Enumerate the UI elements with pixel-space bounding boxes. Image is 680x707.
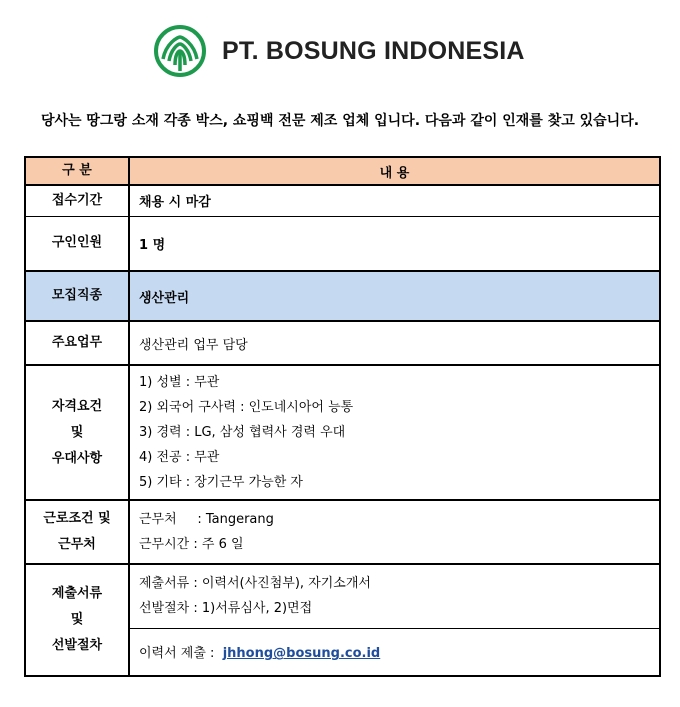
row-value-qualifications (129, 365, 660, 500)
row-label-period: 접수기간 (25, 185, 129, 216)
list-item: 1) 성별 : 무관 (139, 375, 220, 390)
company-name: PT. BOSUNG INDONESIA (222, 37, 525, 65)
intro-text: 당사는 땅그랑 소재 각종 박스, 쇼핑백 전문 제조 업체 입니다. 다음과 같이 인재를 찾고 있습니다. (40, 113, 640, 129)
header-content: 내 용 (129, 157, 660, 185)
table-row (25, 321, 660, 365)
row-label-position: 모집직종 (25, 271, 129, 321)
list-item: 2) 외국어 구사력 : 인도네시아어 능통 (139, 400, 354, 415)
row-value-documents (129, 564, 660, 628)
table-row (25, 564, 660, 628)
table-row (25, 500, 660, 564)
row-value-headcount: 1 명 (129, 216, 660, 271)
row-label-duty: 주요업무 (25, 321, 129, 365)
table-row (25, 271, 660, 321)
label-line: 선발절차 (51, 638, 103, 653)
list-item: 5) 기타 : 장기근무 가능한 자 (139, 475, 303, 490)
table-row (25, 185, 660, 216)
row-label-headcount: 구인인원 (25, 216, 129, 271)
row-value-conditions (129, 500, 660, 564)
table-row (25, 365, 660, 500)
label-line: 및 (70, 424, 84, 440)
row-value-position: 생산관리 (129, 271, 660, 321)
list-item: 3) 경력 : LG, 삼성 협력사 경력 우대 (139, 425, 346, 440)
submit-label: 이력서 제출 : (139, 646, 215, 662)
label-line: 우대사항 (51, 450, 103, 466)
table-header-row (25, 157, 660, 185)
label-line: 제출서류 (51, 586, 103, 601)
row-value-period: 채용 시 마감 (129, 185, 660, 216)
header-category: 구 분 (25, 157, 129, 185)
list-item: 선발절차 : 1)서류심사, 2)면접 (139, 601, 313, 617)
label-line: 자격요건 (51, 398, 103, 414)
row-value-submit (129, 628, 660, 676)
page-header (0, 0, 680, 95)
row-label-documents (25, 564, 129, 676)
row-label-qualifications (25, 365, 129, 500)
email-link[interactable]: jhhong@bosung.co.id (222, 646, 381, 662)
row-value-duty: 생산관리 업무 담당 (129, 321, 660, 365)
list-item: 근무시간 : 주 6 일 (139, 537, 244, 552)
table-row (25, 216, 660, 271)
company-logo-icon (154, 25, 206, 77)
label-line: 근무처 (58, 537, 96, 552)
job-posting-table (24, 156, 661, 677)
list-item: 제출서류 : 이력서(사진첨부), 자기소개서 (139, 576, 371, 592)
label-line: 및 (70, 612, 84, 627)
label-line: 근로조건 및 (43, 511, 111, 526)
list-item: 4) 전공 : 무관 (139, 450, 220, 465)
row-label-conditions (25, 500, 129, 564)
list-item: 근무처 : Tangerang (139, 512, 274, 527)
